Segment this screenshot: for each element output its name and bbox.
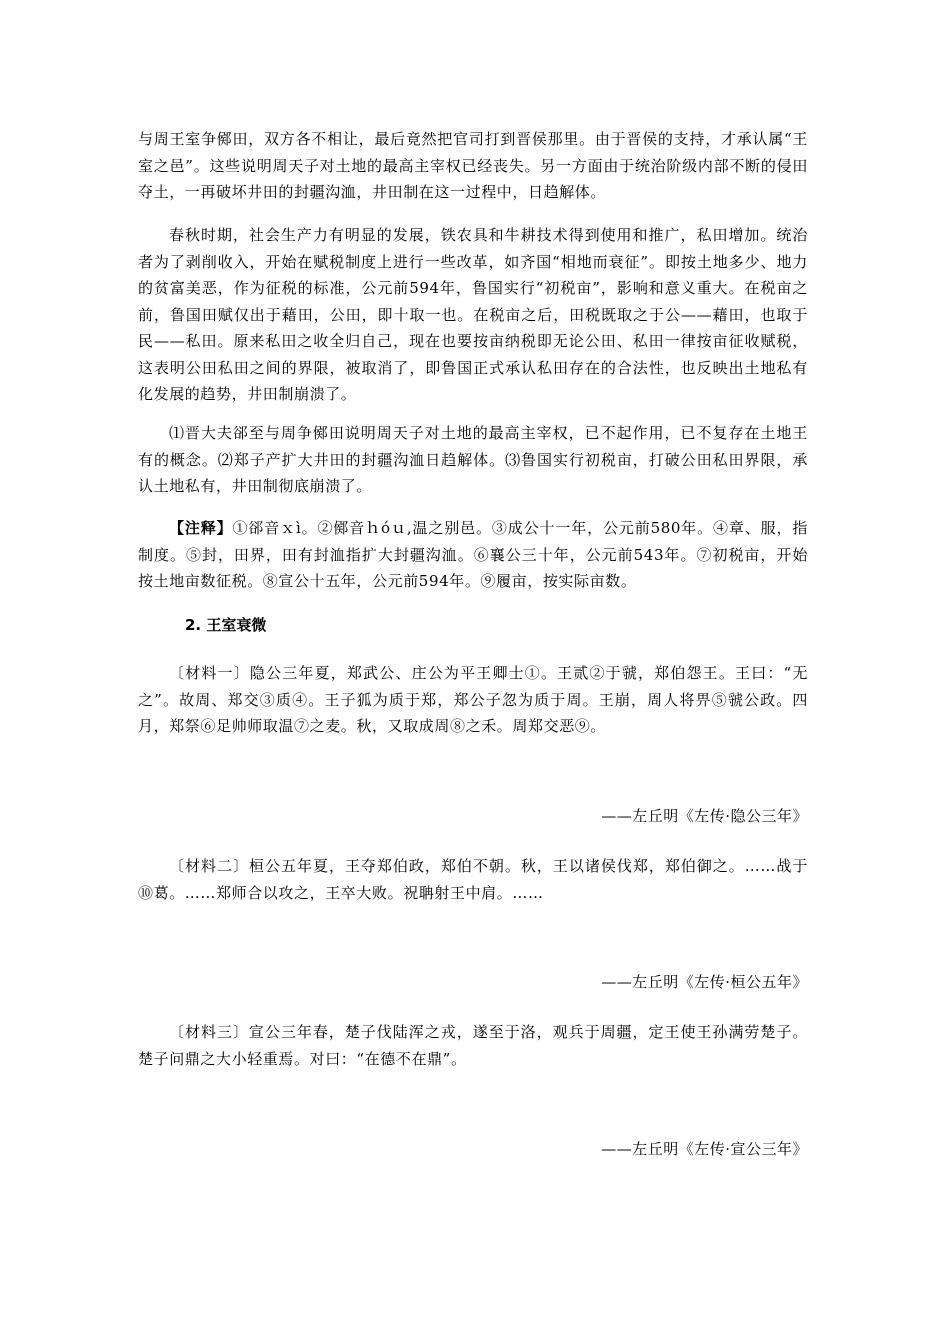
material-two-citation: ——左丘明《左传·桓公五年》 <box>601 973 808 991</box>
section-heading: 2. 王室衰微 <box>185 616 267 634</box>
material-three: 〔材料三〕宣公三年春，楚子伐陆浑之戎，遂至于洛，观兵于周疆，定王使王孙满劳楚子。楚子问鼎之大小轻重焉。对曰：“在德不在鼎”。 <box>138 1023 808 1068</box>
paragraph-notes <box>138 515 808 595</box>
notes-label: 【注释】 <box>169 519 233 537</box>
paragraph-jingtian-dissolution: 与周王室争鄇田，双方各不相让，最后竟然把官司打到晋侯那里。由于晋侯的支持，才承认属“王室之邑”。这些说明周天子对土地的最高主宰权已经丧失。另一方面由于统治阶级内部不断的侵田夺土，一再破坏井田的封疆沟洫，井田制在这一过程中，日趋解体。 <box>138 130 808 201</box>
material-one: 〔材料一〕隐公三年夏，郑武公、庄公为平王卿士①。王贰②于虢，郑伯怨王。王曰：“无之”。故周、郑交③质④。王子狐为质于郑，郑公子忽为质于周。王崩，周人将畀⑤虢公政。四月，郑祭⑥足帅师取温⑦之麦。秋，又取成周⑧之禾。周郑交恶⑨。 <box>138 664 808 735</box>
material-two: 〔材料二〕桓公五年夏，王夺郑伯政，郑伯不朝。秋，王以诸侯伐郑，郑伯御之。……战于⑩葛。……郑师合以攻之，王卒大败。祝聃射王中肩。…… <box>138 857 808 902</box>
paragraph-chunqiu-tax-reform: 春秋时期，社会生产力有明显的发展，铁农具和牛耕技术得到使用和推广，私田增加。统治者为了剥削收入，开始在赋税制度上进行一些改革，如齐国“相地而衰征”。即按土地多少、地力的贫富美恶，作为征税的标准，公元前594年，鲁国实行“初税亩”，影响和意义重大。在税亩之前，鲁国田赋仅出于藉田，公田，即十取一也。在税亩之后，田税既取之于公——藉田，也取于民——私田。原来私田之收全归自己，现在也要按亩纳税即无论公田、私田一律按亩征收赋税，这表明公田私田之间的界限，被取消了，即鲁国正式承认私田存在的合法性，也反映出土地私有化发展的趋势，井田制崩溃了。 <box>138 226 808 403</box>
notes-text: ①郤音ｘì。②鄇音ｈóｕ,温之别邑。③成公十一年，公元前580年。④章、服，指制度。⑤封，田界，田有封洫指扩大封疆沟洫。⑥襄公三十年，公元前543年。⑦初税亩，开始按土地亩数征税。⑧宣公十五年，公元前594年。⑨履亩，按实际亩数。 <box>138 519 808 590</box>
paragraph-summary-points: ⑴晋大夫郤至与周争鄇田说明周天子对土地的最高主宰权，已不起作用，已不复存在土地王有的概念。⑵郑子产扩大井田的封疆沟洫日趋解体。⑶鲁国实行初税亩，打破公田私田界限，承认土地私有，井田制彻底崩溃了。 <box>138 424 808 495</box>
material-three-citation: ——左丘明《左传·宣公三年》 <box>601 1140 808 1158</box>
material-one-citation: ——左丘明《左传·隐公三年》 <box>601 807 808 825</box>
